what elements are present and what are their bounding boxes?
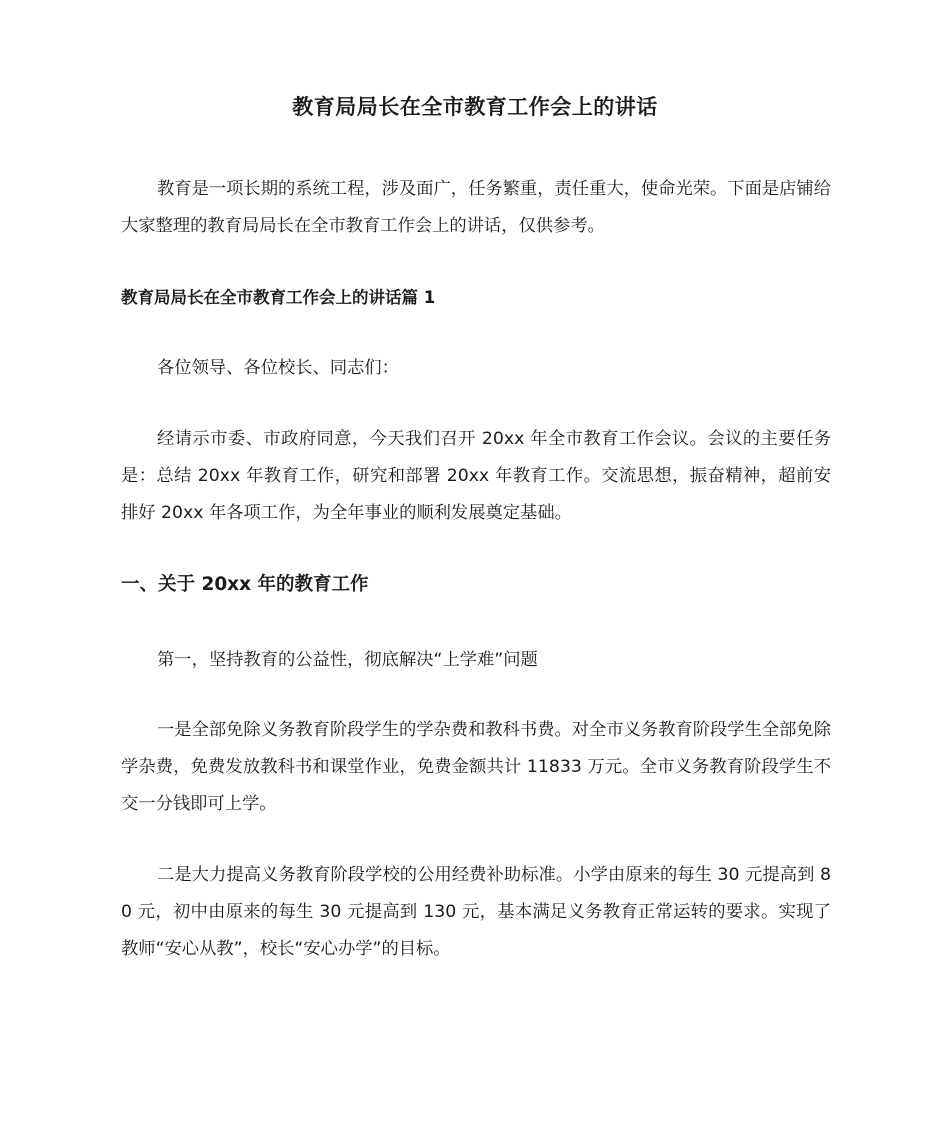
document-title: 教育局局长在全市教育工作会上的讲话 xyxy=(292,95,658,119)
item-one-paragraph: 一是全部免除义务教育阶段学生的学杂费和教科书费。对全市义务教育阶段学生全部免除学杂费，免费发放教科书和课堂作业，免费金额共计 11833 万元。全市义务教育阶段学生不交一分钱即可上学。 xyxy=(121,720,831,814)
intro-paragraph: 教育是一项长期的系统工程，涉及面广，任务繁重，责任重大，使命光荣。下面是店铺给大家整理的教育局局长在全市教育工作会上的讲话，仅供参考。 xyxy=(121,179,831,236)
greeting-paragraph: 各位领导、各位校长、同志们： xyxy=(157,358,399,378)
point-one-paragraph: 第一，坚持教育的公益性，彻底解决“上学难”问题 xyxy=(157,650,538,670)
opening-paragraph: 经请示市委、市政府同意，今天我们召开 20xx 年全市教育工作会议。会议的主要任务是：总结 20xx 年教育工作，研究和部署 20xx 年教育工作。交流思想，振奋精神，超前安排好 20xx 年各项工作，为全年事业的顺利发展奠定基础。 xyxy=(121,429,831,523)
heading-section-one: 一、关于 20xx 年的教育工作 xyxy=(121,574,369,595)
section-title: 教育局局长在全市教育工作会上的讲话篇 1 xyxy=(121,288,436,307)
item-two-paragraph: 二是大力提高义务教育阶段学校的公用经费补助标准。小学由原来的每生 30 元提高到 80 元，初中由原来的每生 30 元提高到 130 元，基本满足义务教育正常运转的要求。实现了教师“安心从教”，校长“安心办学”的目标。 xyxy=(121,865,831,959)
